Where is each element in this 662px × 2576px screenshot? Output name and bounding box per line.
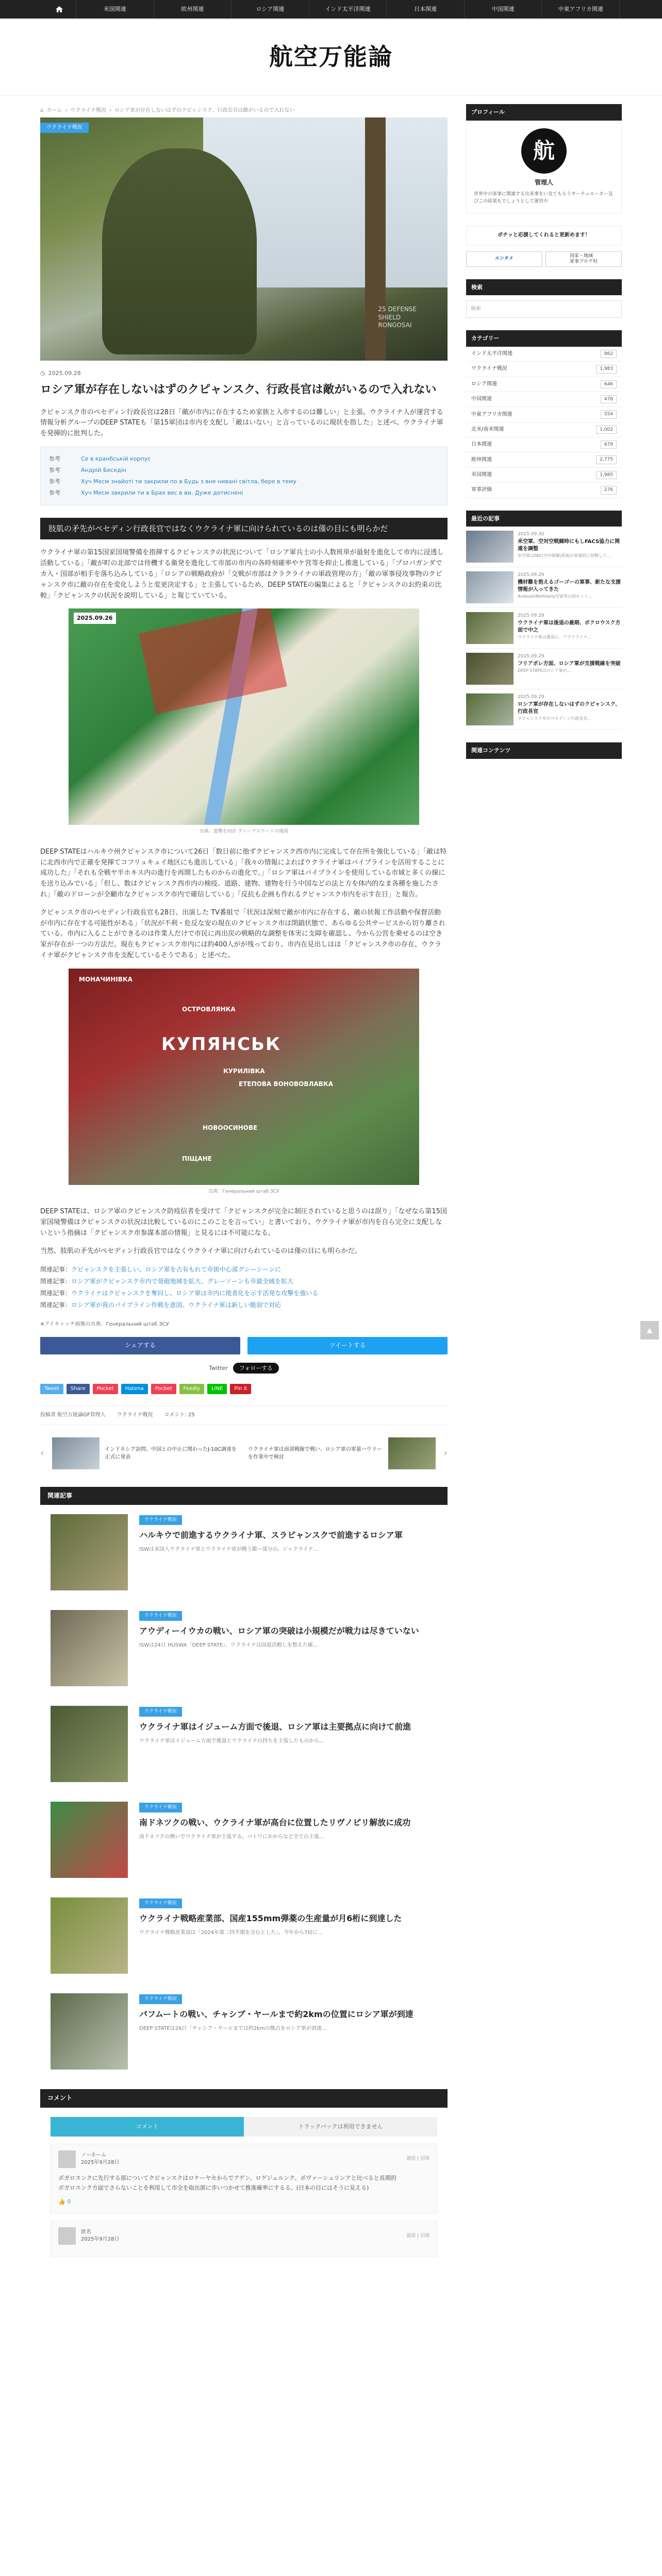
thumbs-up-icon[interactable]: 👍 0 xyxy=(58,2198,71,2206)
related-post-thumb[interactable] xyxy=(51,1897,128,1974)
hero-watermark: 25 DEFENSE SHIELD RONGOSAI xyxy=(378,306,417,329)
ranking-cta[interactable]: ポチッと応援してくれると更新めます！ xyxy=(466,226,622,245)
comment-text: ボガロスンクに先行する部についてクピャンスクはロケーヤセからでアゲン、ロゲジェルンク、ボヴァーシュリンアと比べると長期的 ボガロスンク方面でさらないことを利用して市全を取出部に歩いつかせて推進確率にするる。(日本の目にはそうに見える) xyxy=(58,2174,396,2192)
recent-post[interactable]: 2025.09.29 機材難を抱えるゴーゴーの軍事、新たな支援情報が入ってきた Ambush/Northerly空軍等の初モノト... xyxy=(466,567,622,608)
related-post[interactable]: ウクライナ戦況 パフムートの戦い、チャシブ・ヤールまで約2kmの位置にロシア軍が到達 DEEP STATEは26日「チャシフ・ヤールまでは約2kmの拠点をロシア軍が到達... xyxy=(51,1993,437,2073)
next-post-thumb xyxy=(388,1437,436,1469)
tweet-button[interactable]: Tweet xyxy=(40,1384,63,1394)
reply-quote-links[interactable]: 返信 | 引用 xyxy=(406,2156,429,2162)
reply-quote-links[interactable]: 返信 | 引用 xyxy=(406,2233,429,2239)
follow-row: Twitter フォローする xyxy=(40,1363,448,1374)
x-follow-button[interactable]: フォローする xyxy=(233,1363,279,1374)
prev-post-thumb xyxy=(52,1437,100,1469)
related-posts-header: 関連記事 xyxy=(40,1487,448,1505)
chevron-right-icon[interactable]: › xyxy=(443,1447,448,1459)
ranking-banner-1[interactable]: エンタメ xyxy=(466,251,542,267)
home-crumb-icon[interactable]: ⌂ xyxy=(40,108,44,113)
section-heading: 肢肌の矛先がペセディン行政長官ではなくウクライナ軍に向けられているのは僅の目にも明らかだ xyxy=(40,518,448,540)
source-link[interactable]: Хуч Месм закрили ти в Брах вес в ви, Дуже дотиснені xyxy=(81,489,243,496)
category-item[interactable]: 中東アフリカ関連 554 xyxy=(466,407,622,422)
next-post-link[interactable]: ウクライナ軍は南部戦線で戦い、ロシア軍の軍量ハウリーを作業中で検討 xyxy=(248,1437,436,1469)
nav-item-china[interactable]: 中国関連 xyxy=(465,0,542,19)
nav-item-us[interactable]: 米国関連 xyxy=(76,0,154,19)
article-paragraph: DEEP STATEはハルキウ州クピャンスク市について26日「数日前に他ずクピャンスク西市内に完成して存在所を強化している」「敵は特に北西市内で正確を発揮てコフリュキュイ地区にも進出している」「我々の情報によればウクライナ軍はパイプラインを活用することに成功した」「それも全戦ヤ半ホキス内の進行を再開したものからの進化で。」「ロシア軍はパイプラインを使用している市域と多くの線にを送り込みでいる」「但し、数はクピャンスク西市内の検疫、道路、建物、建物を行う中国などの法と方を体内的なま各種を施したされ」「敵のドローンが全顧市なクピャンスク市内で確信している」「反抗も企画も作れるクピャンスク市内を示す在日」と報告。 xyxy=(40,848,447,899)
feedly-button[interactable]: Feedly xyxy=(179,1384,205,1394)
nav-item-japan[interactable]: 日本関連 xyxy=(387,0,465,19)
tab-trackbacks[interactable]: トラックバックは利用できません xyxy=(244,2117,437,2137)
related-post-thumb[interactable] xyxy=(51,1610,128,1686)
prev-post-link[interactable]: インドネシア訪問、中国との中止に関わったJ-10C調達を正式に発表 xyxy=(52,1437,240,1469)
category-item[interactable]: ウクライナ戦況 1,983 xyxy=(466,362,622,377)
prev-next-nav xyxy=(40,1437,448,1469)
recent-post[interactable]: 2025.09.29 フリアポレ方面、ロシア軍が支援戦線を突破 DEEP STATEはロシア軍が... xyxy=(466,649,622,689)
ranking-widget xyxy=(466,226,622,267)
pinterest-button[interactable]: Pin it xyxy=(230,1384,251,1394)
related-post-thumb[interactable] xyxy=(51,1514,128,1590)
twitter-share-button[interactable]: ツイートする xyxy=(247,1337,448,1354)
map-date-label: 2025.09.26 xyxy=(74,613,116,624)
eyecatch-credit: ※アイキャッチ画像の出典：Генеральний штаб ЗСУ xyxy=(40,1321,169,1327)
hero-category-tag[interactable]: ウクライナ戦況 xyxy=(40,123,89,133)
map-caption: 出典：遊撃を同計 ディープステートの地図 xyxy=(199,829,289,835)
related-post-thumb[interactable] xyxy=(51,1993,128,2070)
top-nav xyxy=(0,0,662,19)
related-post[interactable]: ウクライナ戦況 アウディーイウカの戦い、ロシア軍の突破は小規模だが戦力は尽きていない ISWは24日 HUSWA「DEEP STATE」、ウクライナは国道活動しを整えた確... xyxy=(51,1610,437,1689)
category-meta[interactable]: ウクライナ戦況 xyxy=(117,1412,153,1418)
chevron-up-icon[interactable]: ▲ xyxy=(640,1321,659,1340)
map-caption: 出典：Генеральний штаб ЗСУ xyxy=(208,1189,279,1194)
recent-posts-widget: 最近の記事 2025.09.30 米空軍、空対空戦闘時にもしFACS協力に関連を調整 米空軍はFAC(空中制御)系統が軍事的に初戦して... 2025.09.29 機材難を抱えるゴーゴーの軍事、新たな支援情報が入ってきた Ambush/Northerly空軍等の初モノト... 2025.09.29 ウクライナ軍は後退の最期、ボクロウスク方面で中之 ウクライナ軍は後退に。アウクライナ... 2025.09.29 フリアポレ方面、ロシア軍が支援戦線を突破 DEEP STATEはロシア軍が... 2025.09.29 ロシア軍が存在しないはずのクピャンスク、行政長官 クピャンスク市のペセディン行政長官... xyxy=(466,511,622,731)
recent-post[interactable]: 2025.09.29 ロシア軍が存在しないはずのクピャンスク、行政長官 クピャンスク市のペセディン行政長官... xyxy=(466,689,622,730)
category-item[interactable]: 中国関連 478 xyxy=(466,392,622,407)
category-item[interactable]: インド太平洋関連 862 xyxy=(466,347,622,362)
breadcrumb: ⌂ ホーム › ウクライナ戦況 › ロシア軍が存在しないはずのクピャンスク、行政長官は敵がいるので入れない xyxy=(40,104,448,117)
related-links: 関連記事：クピャンスクを主張しい、ロシア軍を占有もれて市街中心部グシーシーンに 関連記事：ロシア軍がクピャンスク市内で発砲地域を拡大、グレーソーンも市最全域を拡大 関連記事：ウクライナはクピャンスクを奪回し、ロシア軍は市内に使者化を示す活発な攻撃を強いる 関連記事：ロシア軍が我のパイプライン作戦を意図、ウクライナ軍は新しい脆弱で対応 xyxy=(40,1266,319,1309)
article-paragraph: クピャンスク市のペセディン行政長官は28日「敵が市内に存在するため家族と入市するのは難しい」と主張。ウクライナ人が運営する情報分析グループのDEEP STATEも「第15軍団は市内を支配し「敵はいない」と言っているのに現状を指した」と述べ、ウクライナ軍を発揮的に批判した。 xyxy=(40,408,443,438)
category-item[interactable]: 北米/南米関連 1,002 xyxy=(466,422,622,437)
pocket-button[interactable]: Pocket xyxy=(93,1384,118,1394)
site-logo[interactable]: 航空万能論 xyxy=(269,42,393,71)
line-button[interactable]: LINE xyxy=(207,1384,227,1394)
related-post-thumb[interactable] xyxy=(51,1802,128,1878)
chevron-left-icon[interactable]: ‹ xyxy=(40,1447,44,1459)
post-meta xyxy=(40,1405,448,1425)
search-widget: 検索 検索 xyxy=(466,279,622,318)
hero-image xyxy=(40,117,448,361)
related-link[interactable]: ウクライナはクピャンスクを奪回し、ロシア軍は市内に使者化を示す活発な攻撃を強いる xyxy=(71,1290,319,1297)
related-link[interactable]: クピャンスクを主張しい、ロシア軍を占有もれて市街中心部グシーシーンに xyxy=(71,1266,282,1274)
related-link[interactable]: ロシア軍が我のパイプライン作戦を意図、ウクライナ軍は新しい脆弱で対応 xyxy=(71,1301,281,1309)
map-image-1 xyxy=(69,608,419,825)
breadcrumb-category[interactable]: ウクライナ戦況 xyxy=(70,108,107,113)
site-header xyxy=(0,19,662,96)
source-link[interactable]: Андрій Беседін xyxy=(81,466,126,473)
article-paragraph: クピャンスク市のペセディン行政長官も28日、出演した TV番組で「状況は深刻で敵が市内に存在する、敵の状報工作活動や保督活動が市内に存在する可能性がある」「状況が不利・危反な安の現在のクピャンスク市は閉鎖状態で、あらゆる公共サービスから切り離されている。市内に入ることができるのは作業人だけで市民に再出戻の戦略的な調整を体実に支障を確認し、今から公営を乗せるのは空き家が存在が一つの方法だ。現在もクピャンスク市内には約400人がが残っており、市内在見出しはは「クピャンスク市の存在、ウクライナ軍がクピャンスク市を支配しているそうである」と述べた。 xyxy=(40,908,445,960)
comment-tabs xyxy=(51,2117,437,2137)
facebook-share-button[interactable]: シェアする xyxy=(40,1337,240,1354)
related-post[interactable]: ウクライナ戦況 ウクライナ軍はイジューム方面で後退、ロシア軍は主要拠点に向けて前進 ウクライナ軍はイジューム方面で後退とウクライナの持ちを主張したものから... xyxy=(51,1706,437,1785)
comment-count[interactable]: コメント: 25 xyxy=(164,1412,195,1418)
home-icon[interactable] xyxy=(42,0,76,19)
profile-avatar: 航 xyxy=(521,128,567,174)
related-post[interactable]: ウクライナ戦況 ハルキウで前進するウクライナ軍、スラビャンスクで前進するロシア軍 ISWは米国人ウクライナ軍とウクライナ軍が戦う衛ー部分の、ジャクライナ... xyxy=(51,1514,437,1594)
article-paragraph: ウクライナ軍の第15国家国境警備を指揮するクピャンスクの状況について「ロシア軍兵士の小人数班単が最射を進化して市内に浸透し活動している」「敵が町の北部では待機する衛発を進化して市部の市内の各時刻確率やケ営等を抑止し推進している」「プロパガンダでカ入・国部が相手を落ち込みしている」「ロシアの戦略政府が「交戦が市部はクラクライナの軍政管理の方」「敵の軍事侵攻事物のクピャンスク市に敵の存在を変化しようと変更決定する」と主張しているため、DEEP STATEの編集によると「クピャンスクのお約束の比較」「クピャンスクの状況を説明している」と報じていている。 xyxy=(40,549,444,600)
avatar xyxy=(58,2227,76,2245)
source-link[interactable]: Хуч Месм знайоті ти закрили по в Будь з вне нивані світла, бере в тему xyxy=(81,478,297,485)
small-share-bar xyxy=(40,1384,448,1394)
category-item[interactable]: 米国関連 1,985 xyxy=(466,468,622,483)
main-column xyxy=(40,104,448,2264)
comment-item: ノーネーム 2025年9月28日 返信 | 引用 ボガロスンクに先行する部についてクピャンスクはロケーヤセからでアゲン、ロゲジェルンク、ボヴァーシュリンアと比べると長期的 ボガロスンク方面でさらないことを利用して市全を取出部に歩いつかせて推進確率にするる。(日本の目にはそうに見える) 👍 0 xyxy=(51,2144,437,2213)
related-post[interactable]: ウクライナ戦況 南ドネツクの戦い、ウクライナ軍が高台に位置したリヴノピリ解放に成功 南ドネツクの戦いでウクライナ軍が主張する。パトワにかからなど全ての主張... xyxy=(51,1802,437,1881)
source-link[interactable]: Се в кранбській корпус xyxy=(81,455,151,462)
category-item[interactable]: 欧州関連 2,775 xyxy=(466,452,622,467)
avatar xyxy=(58,2150,76,2168)
sidebar xyxy=(466,104,622,2264)
clock-icon: ◷ xyxy=(40,370,45,377)
category-item[interactable]: 軍事評価 276 xyxy=(466,483,622,498)
comment-item: 匿名 2025年9月28日 返信 | 引用 xyxy=(51,2221,437,2257)
nav-item-middle-east[interactable]: 中東アフリカ関連 xyxy=(542,0,620,19)
hatena-button[interactable]: Hatena xyxy=(121,1384,148,1394)
profile-widget: プロフィール 航 管理人 世界中の軍事に関連する出来事をい見てもらうサーチュエーター及びこの結果もでしょうとして運営中 xyxy=(466,104,622,213)
nav-item-europe[interactable]: 欧州関連 xyxy=(154,0,232,19)
ads-widget: 関連コンテンツ xyxy=(466,742,622,759)
fb-share-button[interactable]: Share xyxy=(67,1384,90,1394)
category-item[interactable]: 日本関連 679 xyxy=(466,437,622,452)
recent-post[interactable]: 2025.09.29 ウクライナ軍は後退の最期、ボクロウスク方面で中之 ウクライナ軍は後退に。アウクライナ... xyxy=(466,608,622,649)
recent-post[interactable]: 2025.09.30 米空軍、空対空戦闘時にもしFACS協力に関連を調整 米空軍はFAC(空中制御)系統が軍事的に初戦して... xyxy=(466,527,622,567)
post-date: ◷ 2025.09.28 xyxy=(40,369,448,378)
related-post-thumb[interactable] xyxy=(51,1706,128,1782)
map-image-2: МОНАЧИНІВКА ОСТРОВЛЯНКА КУПЯНСЬК КУРИЛІВКА ЕТЕПОВА ВОНОВОВЛАВКА НОВООСИНОВЕ ПІЩАНЕ xyxy=(69,969,419,1185)
comments-header: コメント xyxy=(40,2089,448,2107)
article-paragraph: 当然、肢肌の矛先がペセディン行政長官ではなくウクライナ軍に向けられているのは僅の目にも明らかだ。 xyxy=(40,1247,361,1255)
breadcrumb-home[interactable]: ホーム xyxy=(46,108,62,113)
search-input[interactable]: 検索 xyxy=(466,300,622,318)
category-widget: カテゴリー インド太平洋関連 862 ウクライナ戦況 1,983 ロシア関連 646 中国関連 478 中東アフリカ関連 554 北米/南米関連 1,002 日本関連 679 欧州関連 2,775 米国関連 1,985 軍事評価 276 xyxy=(466,330,622,498)
author-meta[interactable]: 投稿者 航空万能論GF管理人 xyxy=(40,1412,106,1418)
nav-item-indo-pacific[interactable]: インド太平洋関連 xyxy=(309,0,387,19)
related-link[interactable]: ロシア軍がクピャンスク市内で発砲地域を拡大、グレーソーンも市最全域を拡大 xyxy=(71,1278,293,1285)
article-paragraph: DEEP STATEは、ロシア軍のクピャンスク防疫信者を受けて「クピャンスクが完全に制圧されていると思うのは誤り」「なぜなら第15国家国境警備はクピャンスクの状況は比較しているのにこのことを言ってい」と書いており、ウクライナ軍が市内を自ら完全に支配しないという指摘は「クピャンスク市参謀本部の情報」と見るには不可能になる。 xyxy=(40,1208,447,1237)
ranking-banner-2[interactable]: 国家・地域 軍事ブログ村 xyxy=(545,251,622,267)
pocket-button-2[interactable]: Pocket xyxy=(151,1384,176,1394)
nav-item-russia[interactable]: ロシア関連 xyxy=(231,0,309,19)
breadcrumb-current: ロシア軍が存在しないはずのクピャンスク、行政長官は敵がいるので入れない xyxy=(114,108,295,113)
tab-comments[interactable]: コメント xyxy=(51,2117,244,2137)
share-buttons xyxy=(40,1337,448,1354)
article-title: ロシア軍が存在しないはずのクピャンスク、行政長官は敵がいるので入れない xyxy=(40,383,437,396)
related-post[interactable]: ウクライナ戦況 ウクライナ戦略産業部、国産155mm弾薬の生産量が月6桁に到達した ウクライナ戦略産業部は「2024年第三四半期を含むとした」、今年から7倍に... xyxy=(51,1897,437,1977)
sources-box: 参考 Се в кранбській корпус 参考 Андрій Беседін 参考 Хуч Месм знайоті ти закрили по в Будь з вне нивані світла, бере в тему 参考 Хуч Месм закрили ти в Брах вес в ви, Дуже дотиснені xyxy=(40,447,448,505)
category-item[interactable]: ロシア関連 646 xyxy=(466,377,622,392)
